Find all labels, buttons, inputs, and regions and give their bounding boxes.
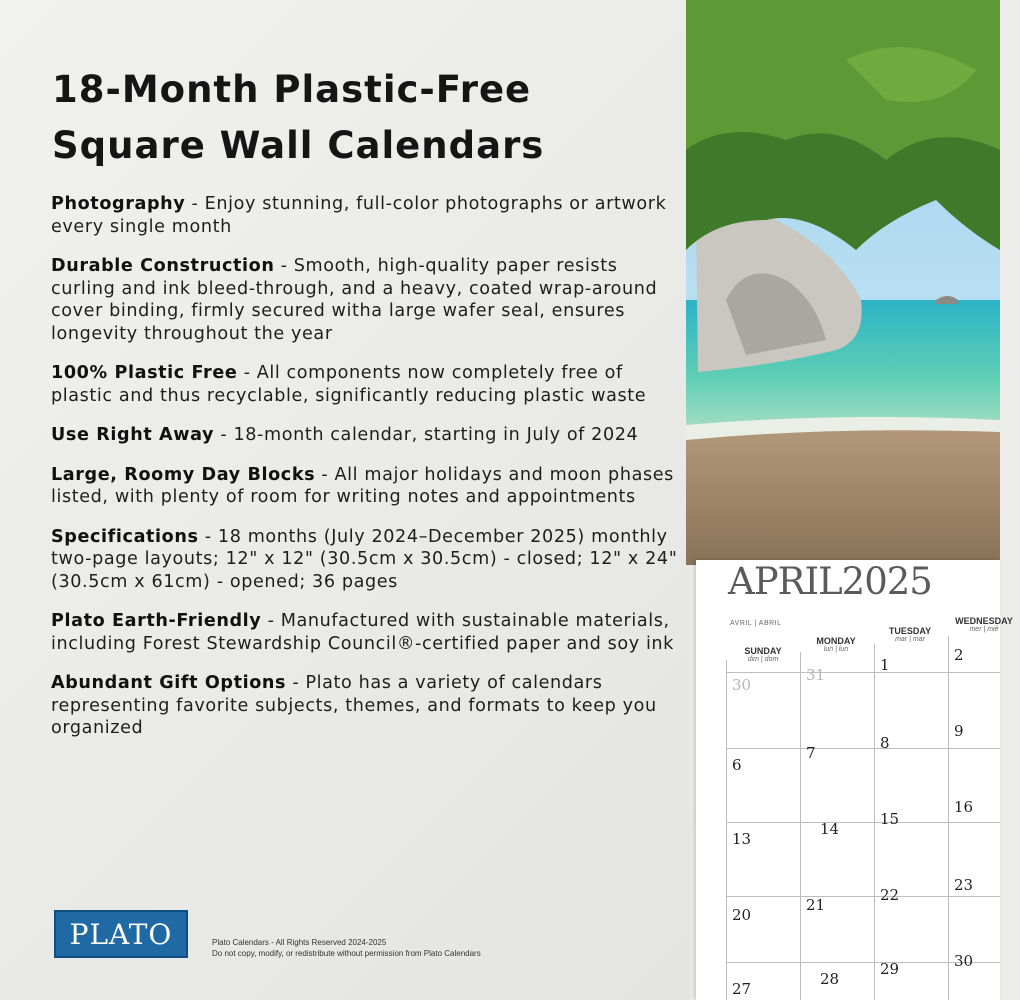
calendar-day: 7 — [806, 744, 816, 762]
day-name-translation: mer | mié — [969, 626, 999, 633]
grid-line — [948, 636, 949, 1000]
calendar-day: 22 — [880, 886, 900, 904]
feature-item — [51, 255, 681, 345]
calendar-day: 30 — [954, 952, 974, 970]
feature-item — [51, 610, 681, 655]
calendar-day: 27 — [732, 980, 752, 998]
day-name: TUESDAY — [888, 626, 932, 636]
grid-line — [726, 660, 727, 1000]
grid-line — [726, 822, 1000, 823]
calendar-day: 1 — [880, 656, 890, 674]
feature-title: Abundant Gift Options — [51, 673, 287, 693]
copyright-line-1: Plato Calendars - All Rights Reserved 2024-2025 — [212, 938, 387, 947]
day-name-translation: lun | lun — [823, 646, 849, 653]
calendar-day: 31 — [806, 666, 826, 684]
calendar-day: 6 — [732, 756, 742, 774]
feature-item — [51, 464, 681, 509]
feature-text: - Enjoy stunning, full-color photographs or artwork every single month — [51, 194, 667, 237]
calendar-month-title — [728, 560, 932, 603]
grid-line — [726, 748, 1000, 749]
feature-item — [51, 193, 681, 238]
calendar-day: 9 — [954, 722, 964, 740]
day-header-wednesday — [948, 616, 1020, 633]
copyright-line-2: Do not copy, modify, or redistribute without permission from Plato Calendars — [212, 949, 481, 958]
feature-item — [51, 362, 681, 407]
calendar-page — [696, 560, 1013, 1000]
feature-text: - All components now completely free of plastic and thus recyclable, significantly reducing plastic waste — [51, 363, 647, 406]
feature-text: - Manufactured with sustainable materials, including Forest Stewardship Council®-certified paper and soy ink — [51, 611, 674, 654]
day-name: WEDNESDAY — [955, 616, 1013, 626]
day-name: SUNDAY — [744, 646, 782, 656]
calendar-day: 20 — [732, 906, 752, 924]
day-name-translation: mar | mar — [895, 636, 925, 643]
plato-logo — [54, 910, 188, 958]
title-line-1: 18-Month Plastic-Free — [52, 68, 532, 111]
feature-title: Specifications — [51, 526, 199, 547]
feature-text: - Smooth, high-quality paper resists curling and ink bleed-through, and a heavy, coated wrap-around cover binding, firmly secured witha large wafer seal, ensures longevity throughout the year — [51, 256, 658, 344]
day-header-tuesday — [874, 626, 946, 643]
grid-line — [726, 672, 1000, 673]
day-name: MONDAY — [816, 636, 856, 646]
feature-text: - 18-month calendar, starting in July of 2024 — [214, 425, 639, 445]
copyright-notice — [212, 937, 652, 959]
page-title — [52, 62, 672, 174]
calendar-day: 30 — [732, 676, 752, 694]
calendar-day: 28 — [820, 970, 840, 988]
feature-text: - All major holidays and moon phases listed, with plenty of room for writing notes and appointments — [51, 464, 674, 507]
calendar-day: 2 — [954, 646, 964, 664]
feature-title: Large, Roomy Day Blocks — [51, 464, 316, 485]
calendar-day: 23 — [954, 876, 974, 894]
calendar-day: 29 — [880, 960, 900, 978]
calendar-preview — [686, 0, 1013, 1000]
feature-item — [51, 424, 681, 447]
feature-list — [51, 193, 681, 757]
title-line-2: Square Wall Calendars — [52, 124, 545, 167]
calendar-month: APRIL — [728, 560, 842, 603]
feature-item — [51, 672, 681, 740]
feature-text: - Plato has a variety of calendars representing favorite subjects, themes, and formats to keep you organized — [51, 673, 657, 738]
feature-title: Photography — [51, 194, 186, 214]
day-name-translation: dim | dom — [747, 656, 779, 663]
plato-logo-mark — [59, 917, 183, 951]
feature-title: Plato Earth-Friendly — [51, 611, 262, 631]
calendar-day: 15 — [880, 810, 900, 828]
feature-item — [51, 526, 681, 594]
feature-title: Durable Construction — [51, 256, 275, 276]
beach-photo-image — [686, 0, 1000, 565]
calendar-day: 13 — [732, 830, 752, 848]
logo-text: PLATO — [69, 918, 173, 951]
calendar-day: 14 — [820, 820, 840, 838]
feature-text: - 18 months (July 2024–December 2025) monthly two-page layouts; 12" x 12" (30.5cm x 30.5cm) - closed; 12" x 24" (30.5cm x 61cm) - opened; 36 pages — [51, 526, 678, 592]
calendar-month-translation: AVRIL | ABRIL — [730, 620, 782, 627]
grid-line — [874, 644, 875, 1000]
day-header-monday — [800, 636, 872, 653]
day-header-sunday — [728, 646, 798, 663]
beach-photo — [686, 0, 1000, 565]
grid-line — [726, 896, 1000, 897]
calendar-day: 8 — [880, 734, 890, 752]
calendar-day: 21 — [806, 896, 826, 914]
feature-title: Use Right Away — [51, 425, 215, 445]
grid-line — [800, 652, 801, 1000]
feature-title: 100% Plastic Free — [51, 363, 238, 383]
calendar-year: 2025 — [841, 560, 932, 603]
calendar-day: 16 — [954, 798, 974, 816]
